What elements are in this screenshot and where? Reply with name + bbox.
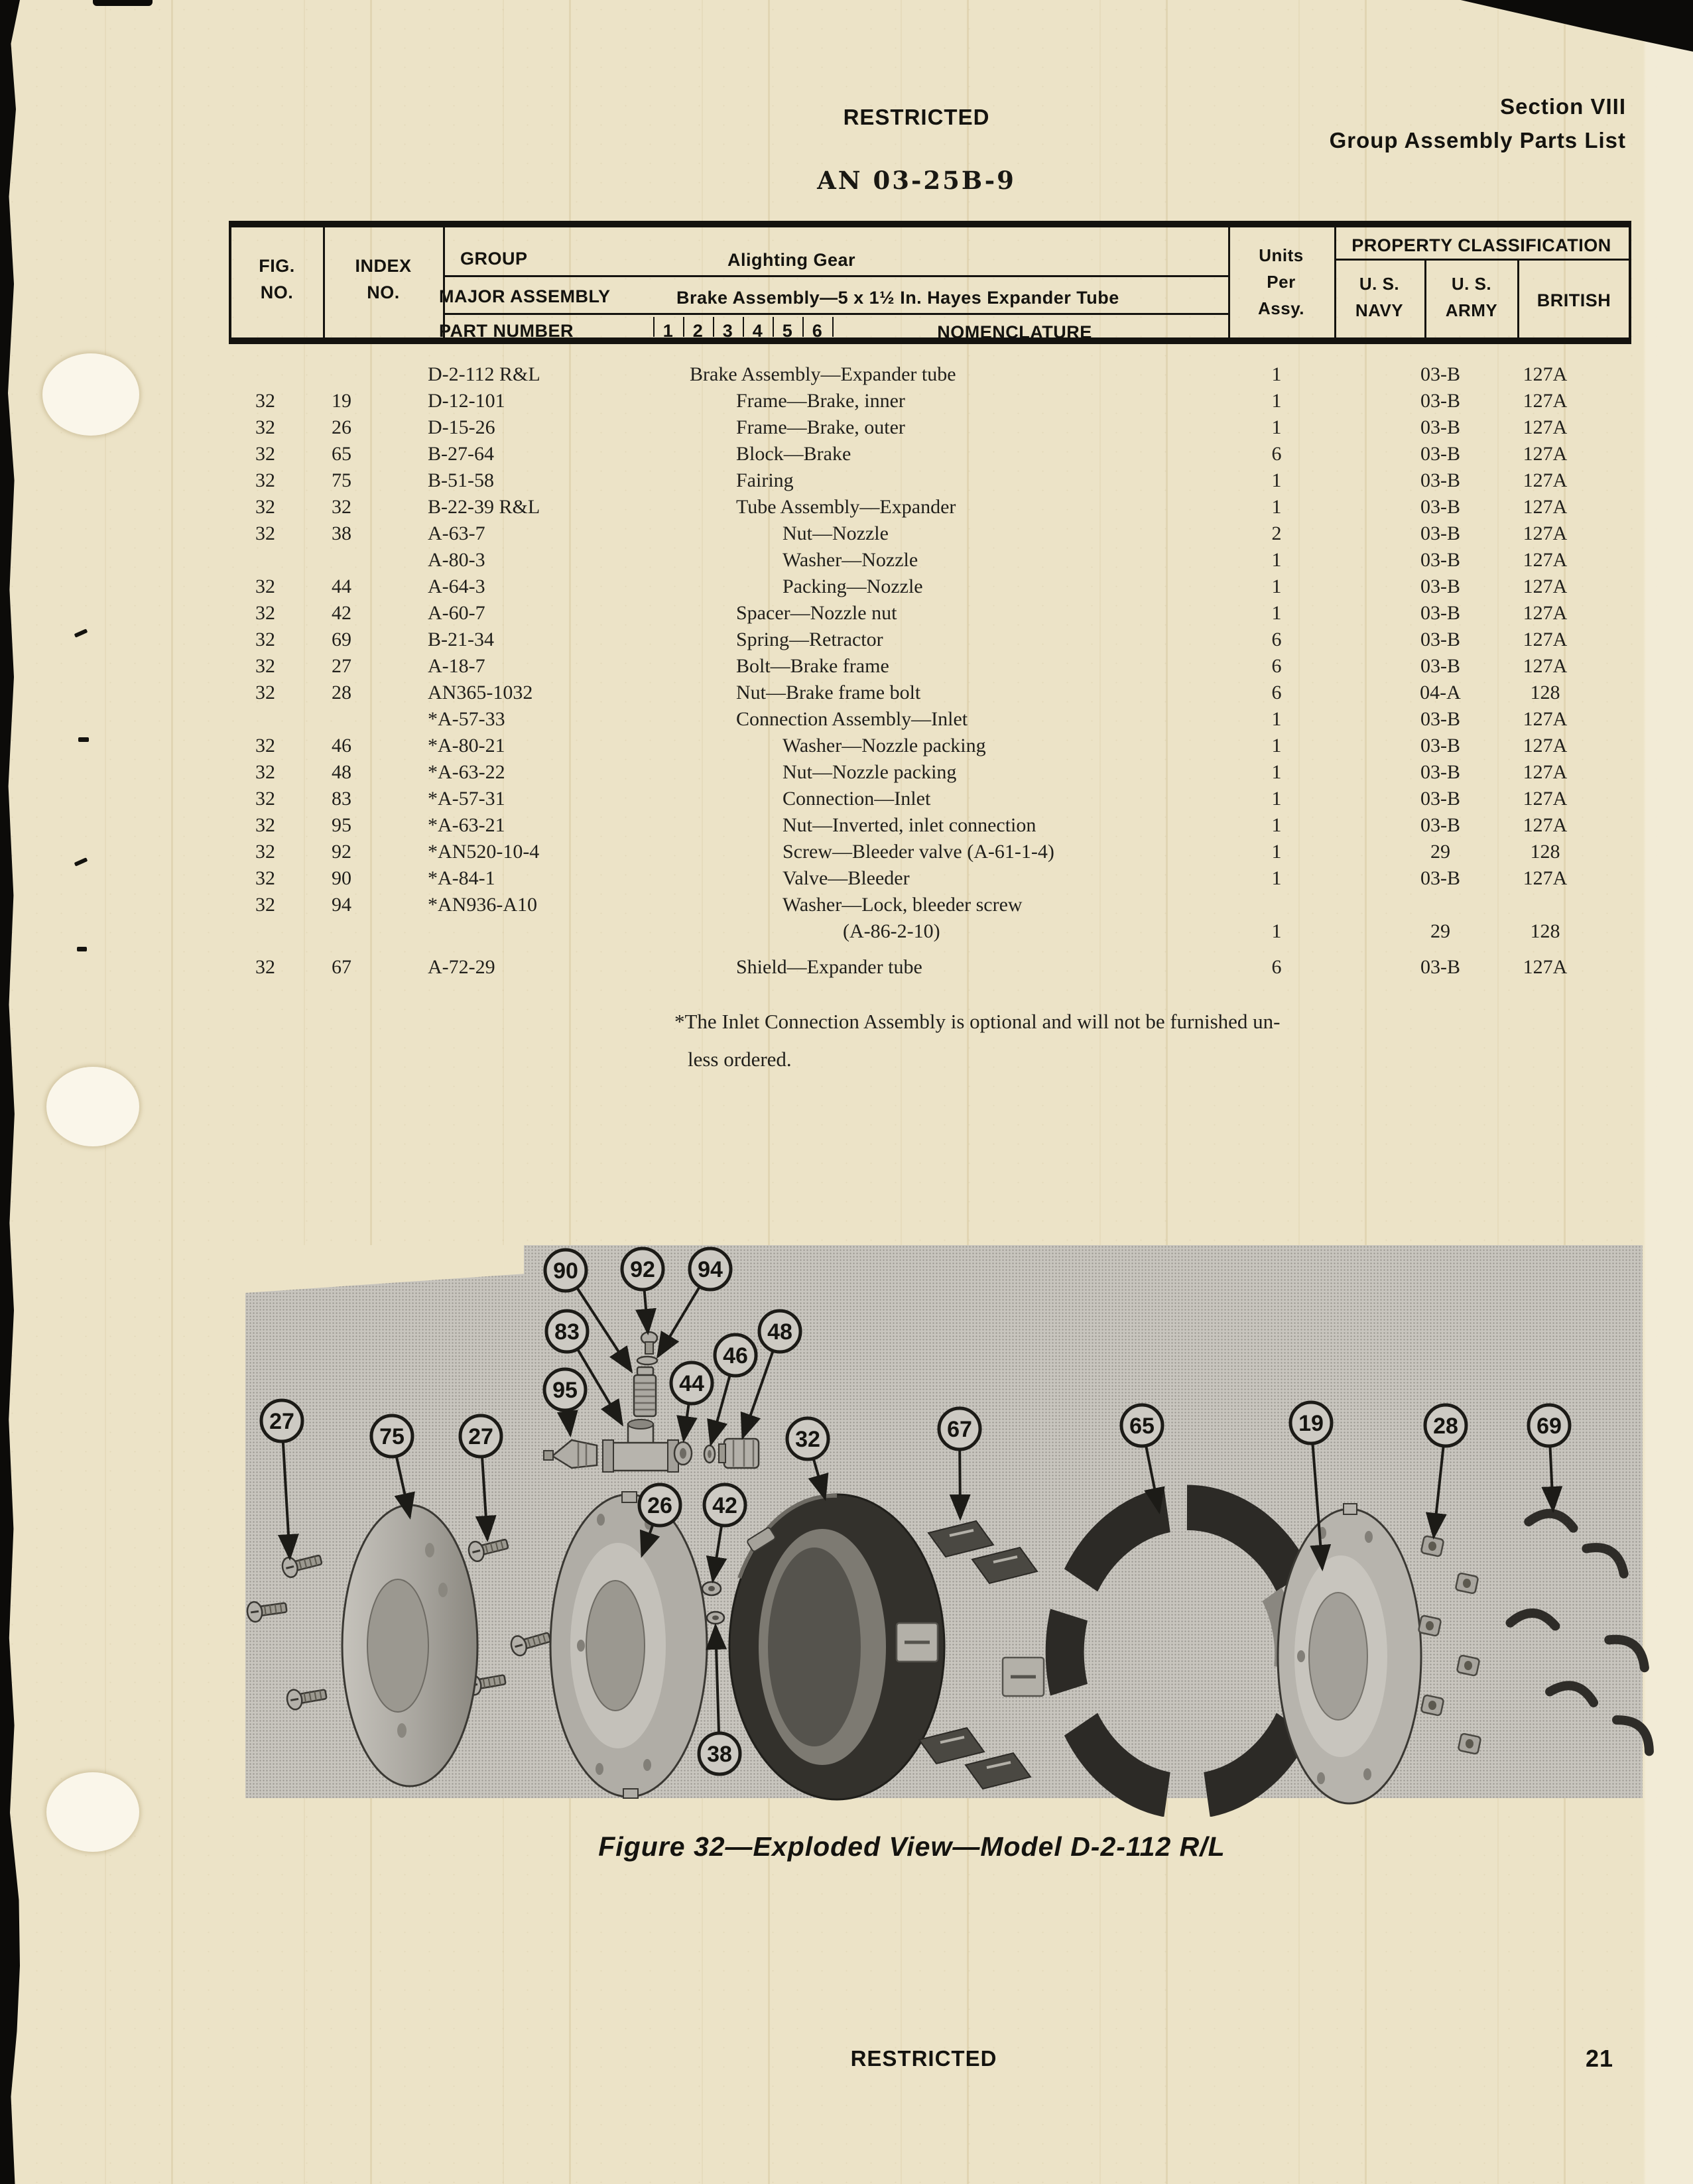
cell-nomenclature: Spacer—Nozzle nut — [736, 602, 897, 624]
cell-british: 127A — [1523, 735, 1568, 757]
col-header-index: INDEX — [355, 256, 412, 276]
cell-us-army: 04-A — [1420, 682, 1461, 703]
cell-units: 6 — [1271, 443, 1282, 465]
table-row — [229, 812, 1631, 839]
cell-nomenclature: Shield—Expander tube — [736, 956, 922, 978]
cell-index-no: 26 — [332, 416, 351, 438]
cell-us-army: 03-B — [1420, 655, 1460, 677]
cell-units: 1 — [1271, 814, 1282, 836]
cell-british: 127A — [1523, 363, 1568, 385]
table-row — [229, 706, 1631, 733]
check-col-4: 4 — [752, 321, 763, 341]
cell-part-number: A-72-29 — [428, 956, 495, 978]
cell-british: 127A — [1523, 549, 1568, 571]
cell-us-army: 03-B — [1420, 735, 1460, 757]
margin-mark — [78, 737, 89, 742]
table-row — [229, 918, 1631, 945]
cell-part-number: AN365-1032 — [428, 682, 533, 703]
retractor-springs — [1511, 1510, 1657, 1751]
us-army-label-2: ARMY — [1445, 300, 1498, 320]
table-row — [229, 954, 1631, 981]
cell-us-army: 29 — [1430, 841, 1450, 863]
cell-us-army: 03-B — [1420, 363, 1460, 385]
cell-units: 1 — [1271, 469, 1282, 491]
tick — [832, 317, 834, 337]
table-row — [229, 733, 1631, 759]
cell-us-army: 03-B — [1420, 576, 1460, 597]
callout-number: 67 — [947, 1417, 972, 1442]
cell-fig-no: 32 — [255, 867, 275, 889]
cell-british: 127A — [1523, 469, 1568, 491]
cell-units: 6 — [1271, 682, 1282, 703]
cell-fig-no: 32 — [255, 629, 275, 650]
table-row — [229, 467, 1631, 494]
cell-us-army: 03-B — [1420, 708, 1460, 730]
cell-units: 1 — [1271, 867, 1282, 889]
cell-units: 1 — [1271, 496, 1282, 518]
cell-index-no: 94 — [332, 894, 351, 916]
british-label: BRITISH — [1536, 290, 1611, 310]
callout-leader-line — [814, 1459, 825, 1498]
cell-nomenclature: Washer—Lock, bleeder screw — [783, 894, 1023, 916]
callout-number: 95 — [552, 1378, 578, 1403]
table-row — [229, 892, 1631, 918]
cell-british: 127A — [1523, 416, 1568, 438]
cell-units: 1 — [1271, 841, 1282, 863]
nozzle — [544, 1440, 597, 1468]
cell-nomenclature: Bolt—Brake frame — [736, 655, 889, 677]
cell-fig-no: 32 — [255, 390, 275, 412]
cell-part-number: D-12-101 — [428, 390, 505, 412]
bleeder-valve — [634, 1367, 656, 1416]
table-row — [229, 839, 1631, 865]
cell-british: 127A — [1523, 814, 1568, 836]
cell-index-no: 19 — [332, 390, 351, 412]
cell-us-army: 03-B — [1420, 496, 1460, 518]
cell-units: 6 — [1271, 629, 1282, 650]
callout-number: 90 — [553, 1258, 578, 1284]
cell-nomenclature: Frame—Brake, outer — [736, 416, 905, 438]
table-row — [229, 600, 1631, 627]
cell-part-number: *A-63-21 — [428, 814, 505, 836]
property-classification-label: PROPERTY CLASSIFICATION — [1351, 235, 1611, 255]
cell-fig-no: 32 — [255, 841, 275, 863]
cell-part-number: A-64-3 — [428, 576, 485, 597]
callout-number: 26 — [647, 1493, 672, 1518]
cell-part-number: B-22-39 R&L — [428, 496, 540, 518]
table-divider — [323, 227, 325, 337]
cell-british: 127A — [1523, 602, 1568, 624]
cell-british: 127A — [1523, 956, 1568, 978]
cell-us-army: 29 — [1430, 920, 1450, 942]
restricted-stamp-bottom: RESTRICTED — [850, 2046, 997, 2071]
cell-index-no: 28 — [332, 682, 351, 703]
check-col-2: 2 — [692, 321, 704, 341]
torn-page-edge — [0, 0, 20, 2184]
cell-us-army: 03-B — [1420, 867, 1460, 889]
callout-number: 75 — [379, 1424, 405, 1449]
cell-index-no: 42 — [332, 602, 351, 624]
cell-nomenclature: (A-86-2-10) — [843, 920, 940, 942]
cell-units: 1 — [1271, 761, 1282, 783]
cell-nomenclature: Block—Brake — [736, 443, 851, 465]
nomenclature-label: NOMENCLATURE — [937, 322, 1092, 342]
cell-nomenclature: Nut—Inverted, inlet connection — [783, 814, 1036, 836]
cell-units: 2 — [1271, 522, 1282, 544]
parts-table-body — [229, 361, 1631, 981]
cell-us-army: 03-B — [1420, 788, 1460, 810]
callout-leader-line — [283, 1441, 290, 1558]
callout-number: 92 — [630, 1257, 655, 1282]
cell-part-number: A-63-7 — [428, 522, 485, 544]
major-assembly-value: Brake Assembly—5 x 1½ In. Hayes Expander Tube — [676, 288, 1119, 308]
cell-part-number: D-15-26 — [428, 416, 495, 438]
margin-mark — [77, 947, 87, 951]
cell-nomenclature: Washer—Nozzle — [783, 549, 918, 571]
cell-nomenclature: Tube Assembly—Expander — [736, 496, 956, 518]
group-value: Alighting Gear — [727, 250, 856, 270]
cell-british: 128 — [1530, 841, 1560, 863]
margin-mark — [74, 629, 88, 638]
cell-part-number: B-21-34 — [428, 629, 494, 650]
cell-index-no: 75 — [332, 469, 351, 491]
cell-units: 1 — [1271, 390, 1282, 412]
callout-leader-line — [1550, 1446, 1553, 1510]
callout-leader-line — [658, 1287, 700, 1357]
small-washer — [704, 1445, 715, 1463]
cell-fig-no: 32 — [255, 655, 275, 677]
table-divider — [1228, 227, 1230, 337]
cell-index-no: 46 — [332, 735, 351, 757]
table-divider — [1334, 259, 1629, 261]
cell-nomenclature: Spring—Retractor — [736, 629, 883, 650]
check-col-1: 1 — [662, 321, 674, 341]
cell-index-no: 69 — [332, 629, 351, 650]
cell-british: 127A — [1523, 522, 1568, 544]
table-divider — [1424, 260, 1426, 337]
table-row — [229, 494, 1631, 520]
cell-units: 1 — [1271, 708, 1282, 730]
section-title: Section VIII — [1500, 94, 1626, 119]
cell-fig-no: 32 — [255, 761, 275, 783]
punch-hole — [42, 353, 139, 436]
cell-nomenclature: Screw—Bleeder valve (A-61-1-4) — [783, 841, 1054, 863]
inner-brake-frame — [1278, 1504, 1421, 1803]
check-col-5: 5 — [782, 321, 793, 341]
col-header-fig-no: NO. — [260, 282, 294, 302]
table-footnote — [674, 1002, 1669, 1078]
cell-british: 128 — [1530, 920, 1560, 942]
cell-units: 1 — [1271, 788, 1282, 810]
cell-british: 128 — [1530, 682, 1560, 703]
figure-caption: Figure 32—Exploded View—Model D-2-112 R/L — [598, 1831, 1225, 1862]
cell-us-army: 03-B — [1420, 522, 1460, 544]
cell-part-number: A-80-3 — [428, 549, 485, 571]
cell-nomenclature: Connection Assembly—Inlet — [736, 708, 968, 730]
cell-fig-no: 32 — [255, 602, 275, 624]
callout-leader-line — [645, 1290, 648, 1333]
check-col-3: 3 — [722, 321, 733, 341]
major-assembly-label: MAJOR ASSEMBLY — [439, 286, 611, 306]
cell-part-number: D-2-112 R&L — [428, 363, 540, 385]
callout-number: 44 — [679, 1371, 704, 1396]
cell-units: 1 — [1271, 549, 1282, 571]
callout-leader-line — [482, 1457, 487, 1540]
table-border-left — [229, 225, 231, 339]
callout-number: 69 — [1536, 1414, 1562, 1439]
outer-brake-frame — [550, 1492, 707, 1798]
cell-part-number: *AN936-A10 — [428, 894, 537, 916]
callout-number: 27 — [269, 1409, 294, 1434]
cell-units: 6 — [1271, 956, 1282, 978]
cell-part-number: *AN520-10-4 — [428, 841, 540, 863]
brake-blocks — [1065, 1508, 1310, 1795]
inlet-connection-tee — [603, 1420, 678, 1472]
part-number-label: PART NUMBER — [439, 321, 574, 341]
brake-frame-nuts — [1418, 1536, 1481, 1754]
us-army-label-1: U. S. — [1451, 274, 1492, 294]
document-number: AN 03-25B-9 — [817, 166, 1016, 195]
callout-number: 46 — [723, 1343, 748, 1368]
group-label: GROUP — [460, 249, 528, 269]
callout-leader-line — [568, 1410, 570, 1435]
cell-part-number: B-27-64 — [428, 443, 494, 465]
cell-fig-no: 32 — [255, 788, 275, 810]
cell-part-number: *A-80-21 — [428, 735, 505, 757]
scan-edge-mark — [93, 0, 153, 6]
cell-us-army: 03-B — [1420, 469, 1460, 491]
page-number: 21 — [1585, 2045, 1614, 2072]
cell-index-no: 90 — [332, 867, 351, 889]
cell-fig-no: 32 — [255, 956, 275, 978]
cell-us-army: 03-B — [1420, 416, 1460, 438]
cell-units: 1 — [1271, 576, 1282, 597]
callout-number: 42 — [712, 1493, 737, 1518]
cell-part-number: *A-84-1 — [428, 867, 495, 889]
cell-nomenclature: Frame—Brake, inner — [736, 390, 905, 412]
table-row — [229, 361, 1631, 388]
callout-number: 48 — [767, 1319, 792, 1345]
cell-us-army: 03-B — [1420, 443, 1460, 465]
cell-nomenclature: Valve—Bleeder — [783, 867, 910, 889]
cell-british: 127A — [1523, 443, 1568, 465]
cell-us-army: 03-B — [1420, 390, 1460, 412]
callout-number: 27 — [468, 1424, 493, 1449]
punch-hole — [46, 1067, 139, 1146]
nozzle-packing-washer — [674, 1442, 692, 1465]
footnote-line: *The Inlet Connection Assembly is optional and will not be furnished un- — [674, 1010, 1281, 1033]
punch-hole — [46, 1772, 139, 1852]
cell-nomenclature: Nut—Nozzle packing — [783, 761, 957, 783]
cell-index-no: 38 — [332, 522, 351, 544]
cell-fig-no: 32 — [255, 496, 275, 518]
bleeder-lock-washer — [637, 1357, 657, 1365]
cell-fig-no: 32 — [255, 682, 275, 703]
cell-us-army: 03-B — [1420, 956, 1460, 978]
fairing-disc — [342, 1505, 477, 1786]
cell-part-number: *A-57-33 — [428, 708, 505, 730]
callout-number: 94 — [698, 1257, 723, 1282]
cell-index-no: 27 — [332, 655, 351, 677]
cell-units: 1 — [1271, 363, 1282, 385]
cell-british: 127A — [1523, 655, 1568, 677]
cell-part-number: B-51-58 — [428, 469, 494, 491]
table-row — [229, 680, 1631, 706]
cell-british: 127A — [1523, 496, 1568, 518]
cell-british: 127A — [1523, 867, 1568, 889]
cell-british: 127A — [1523, 708, 1568, 730]
cell-nomenclature: Packing—Nozzle — [783, 576, 923, 597]
cell-british: 127A — [1523, 788, 1568, 810]
callout-number: 38 — [707, 1742, 732, 1767]
cell-us-army: 03-B — [1420, 602, 1460, 624]
cell-nomenclature: Washer—Nozzle packing — [783, 735, 986, 757]
callout-number: 83 — [554, 1319, 580, 1345]
cell-part-number: *A-57-31 — [428, 788, 505, 810]
cell-nomenclature: Fairing — [736, 469, 794, 491]
restricted-stamp-top: RESTRICTED — [843, 105, 990, 129]
cell-fig-no: 32 — [255, 894, 275, 916]
table-row — [229, 653, 1631, 680]
cell-british: 127A — [1523, 390, 1568, 412]
cell-part-number: *A-63-22 — [428, 761, 505, 783]
table-row — [229, 865, 1631, 892]
callout-leader-line — [713, 1526, 721, 1581]
cell-nomenclature: Connection—Inlet — [783, 788, 931, 810]
cell-part-number: A-60-7 — [428, 602, 485, 624]
section-header — [1260, 94, 1626, 153]
cell-index-no: 32 — [332, 496, 351, 518]
cell-index-no: 95 — [332, 814, 351, 836]
callout-number: 65 — [1129, 1414, 1155, 1439]
packing-nut — [719, 1439, 759, 1468]
exploded-view-drawing — [229, 1227, 1661, 1817]
col-header-fig: FIG. — [259, 256, 295, 276]
callout-number: 19 — [1298, 1411, 1324, 1436]
table-border-top — [229, 221, 1631, 227]
table-row — [229, 520, 1631, 547]
cell-nomenclature: Nut—Nozzle — [783, 522, 889, 544]
cell-us-army: 03-B — [1420, 629, 1460, 650]
section-subtitle: Group Assembly Parts List — [1329, 128, 1626, 152]
cell-fig-no: 32 — [255, 443, 275, 465]
us-navy-label-1: U. S. — [1359, 274, 1400, 294]
callout-leader-line — [684, 1404, 689, 1440]
table-row — [229, 547, 1631, 574]
cell-us-army: 03-B — [1420, 549, 1460, 571]
cell-us-army: 03-B — [1420, 761, 1460, 783]
cell-fig-no: 32 — [255, 735, 275, 757]
cell-index-no: 44 — [332, 576, 351, 597]
cell-units: 1 — [1271, 416, 1282, 438]
us-navy-label-2: NAVY — [1355, 300, 1404, 320]
cell-index-no: 48 — [332, 761, 351, 783]
cell-part-number: A-18-7 — [428, 655, 485, 677]
table-divider — [443, 313, 1228, 315]
cell-units: 1 — [1271, 920, 1282, 942]
cell-index-no: 65 — [332, 443, 351, 465]
bleeder-screw — [641, 1332, 657, 1354]
cell-index-no: 92 — [332, 841, 351, 863]
cell-british: 127A — [1523, 629, 1568, 650]
units-label-3: Assy. — [1258, 298, 1304, 318]
cell-units: 6 — [1271, 655, 1282, 677]
cell-british: 127A — [1523, 576, 1568, 597]
cell-fig-no: 32 — [255, 469, 275, 491]
page-corner-shadow — [1451, 0, 1693, 63]
table-border-right — [1629, 225, 1631, 339]
col-header-index-no: NO. — [367, 282, 400, 302]
callout-leader-line — [716, 1626, 719, 1733]
cell-index-no: 67 — [332, 956, 351, 978]
units-label-1: Units — [1259, 245, 1304, 265]
cell-fig-no: 32 — [255, 416, 275, 438]
callout-number: 28 — [1433, 1414, 1458, 1439]
table-row — [229, 388, 1631, 414]
margin-mark — [74, 857, 88, 867]
units-label-2: Per — [1267, 272, 1296, 292]
cell-fig-no: 32 — [255, 522, 275, 544]
cell-nomenclature: Nut—Brake frame bolt — [736, 682, 921, 703]
callout-number: 32 — [795, 1427, 820, 1452]
table-row — [229, 759, 1631, 786]
cell-units: 1 — [1271, 735, 1282, 757]
table-divider — [443, 275, 1228, 277]
cell-units: 1 — [1271, 602, 1282, 624]
callout-leader-line — [1434, 1446, 1444, 1537]
cell-fig-no: 32 — [255, 576, 275, 597]
cell-british: 127A — [1523, 761, 1568, 783]
table-row — [229, 414, 1631, 441]
footnote-line: less ordered. — [688, 1048, 792, 1071]
table-row — [229, 441, 1631, 467]
cell-index-no: 83 — [332, 788, 351, 810]
check-col-6: 6 — [812, 321, 823, 341]
table-row — [229, 627, 1631, 653]
cell-fig-no: 32 — [255, 814, 275, 836]
cell-nomenclature: Brake Assembly—Expander tube — [690, 363, 956, 385]
table-row — [229, 574, 1631, 600]
table-row — [229, 786, 1631, 812]
cell-us-army: 03-B — [1420, 814, 1460, 836]
